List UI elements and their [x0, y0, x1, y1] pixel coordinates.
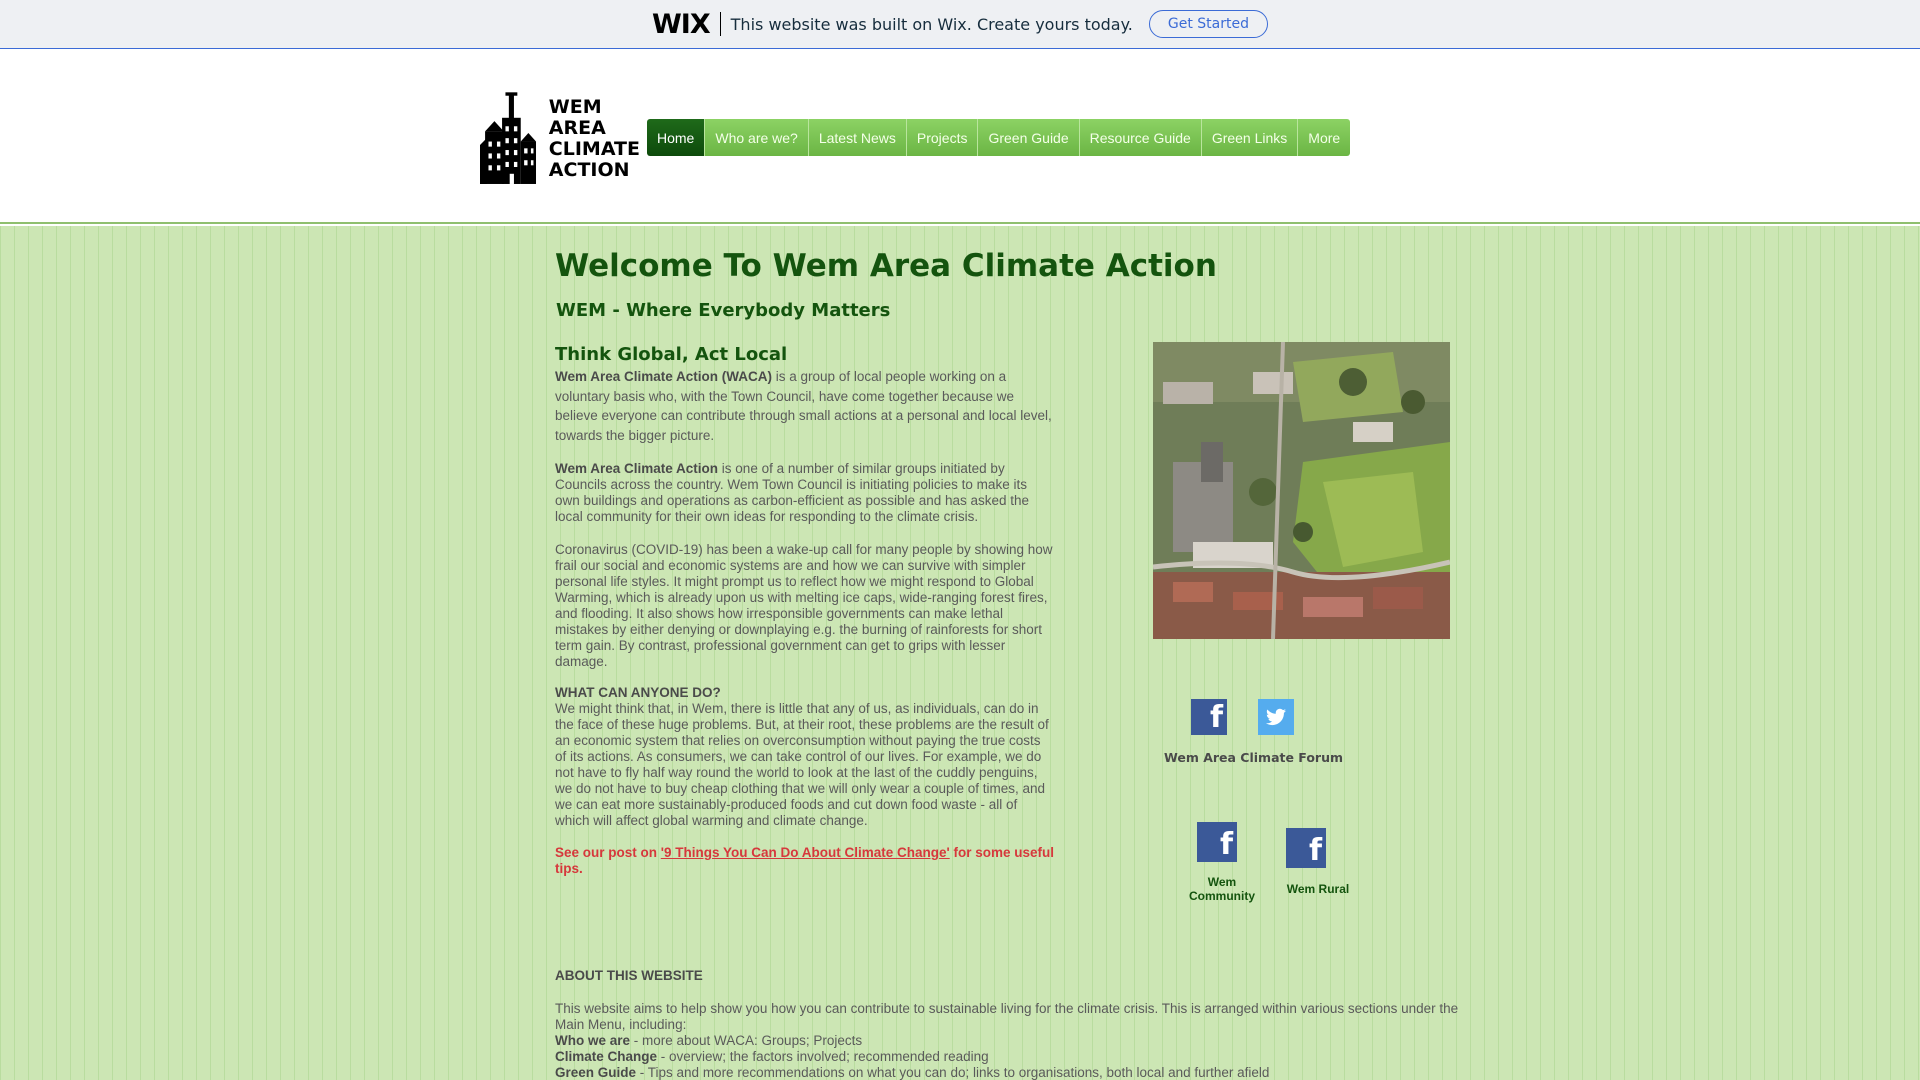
about-item-text: - overview; the factors involved; recommended reading: [657, 1049, 989, 1064]
nav-who-are-we[interactable]: Who are we?: [705, 119, 808, 156]
logo-line: CLIMATE: [548, 138, 640, 160]
page-content: [0, 226, 1920, 1080]
aerial-town-photo: [1153, 342, 1450, 639]
about-item-label: Who we are: [555, 1033, 631, 1048]
forum-label: Wem Area Climate Forum: [1164, 750, 1344, 765]
nav-projects[interactable]: Projects: [907, 119, 979, 156]
what-can-anyone-do-text: We might think that, in Wem, there is little that any of us, as individuals, can do in the face of these huge problems. But, at their root, these problems are the result of an economic system that relies on overconsumption without paying the true costs of its actions. As consumers, we can take control of our lives. For example, we do not have to fly half way round the world to look at the last of the cuddly penguins, we do not have to buy cheap clothing that we will only wear a couple of times, and we can eat more sustainably-produced foods and cut down food waste - all of which will affect global warming and climate change.: [555, 701, 1049, 828]
nav-latest-news[interactable]: Latest News: [809, 119, 907, 156]
wem-community-label[interactable]: Wem Community: [1189, 875, 1255, 903]
about-item-text: - more about WACA: Groups; Projects: [630, 1033, 863, 1048]
logo-line: WEM: [548, 96, 602, 118]
page-subtitle: WEM - Where Everybody Matters: [556, 300, 891, 321]
tips-pre: See our post on: [555, 845, 661, 860]
tips-post-link[interactable]: '9 Things You Can Do About Climate Change': [660, 845, 950, 860]
nav-resource-guide[interactable]: Resource Guide: [1080, 119, 1202, 156]
about-item: [555, 1033, 1475, 1049]
logo-line: AREA: [548, 117, 606, 139]
factory-chimney-icon: [480, 84, 543, 194]
what-can-anyone-do-heading: WHAT CAN ANYONE DO?: [555, 685, 721, 700]
facebook-icon[interactable]: f: [1286, 828, 1326, 868]
tips-post: for some useful tips.: [555, 845, 1054, 876]
about-intro: This website aims to help show you how you can contribute to sustainable living for the climate crisis. This is arranged within various sections under the Main Menu, including:: [555, 1001, 1459, 1032]
twitter-bird-icon: [1266, 708, 1286, 726]
intro-text: is a group of local people working on a voluntary basis who, with the Town Council, have come together because we believe everyone can contribute through small actions at a personal and local level, towards the bigger picture.: [555, 369, 1052, 443]
about-item-label: Climate Change: [555, 1049, 658, 1064]
councils-text: is one of a number of similar groups initiated by Councils across the country. Wem Town Council is initiating policies to make its own buildings and operations as carbon-efficient as possible and has asked the local community for their own ideas for responding to the climate crisis.: [555, 461, 1030, 524]
nav-green-links[interactable]: Green Links: [1202, 119, 1298, 156]
wix-banner-message: This website was built on Wix. Create yours today.: [730, 14, 1133, 34]
wix-divider: [720, 12, 721, 36]
about-heading: ABOUT THIS WEBSITE: [555, 968, 703, 983]
about-item: [555, 1065, 1475, 1080]
nav-more[interactable]: More: [1298, 119, 1350, 156]
about-item-label: Green Guide: [555, 1065, 637, 1080]
section-heading: Think Global, Act Local: [555, 344, 788, 365]
about-item: [555, 1049, 1475, 1065]
site-header: [0, 50, 1920, 224]
logo-line: ACTION: [548, 159, 630, 181]
nav-home[interactable]: Home: [647, 119, 705, 156]
logo-text: [549, 97, 640, 181]
facebook-icon[interactable]: f: [1191, 699, 1227, 735]
intro-paragraph: [555, 367, 1055, 445]
site-logo[interactable]: [480, 84, 640, 194]
facebook-icon[interactable]: f: [1197, 822, 1237, 862]
aerial-photo-graphic: [1153, 342, 1450, 639]
what-can-anyone-do: [555, 685, 1055, 829]
intro-bold: Wem Area Climate Action (WACA): [555, 369, 773, 384]
about-section: [555, 1001, 1475, 1080]
twitter-icon[interactable]: [1258, 699, 1294, 735]
page-title: Welcome To Wem Area Climate Action: [555, 248, 1217, 284]
wix-logo[interactable]: WIX: [652, 8, 710, 40]
tips-paragraph: [555, 845, 1055, 877]
nav-green-guide[interactable]: Green Guide: [978, 119, 1079, 156]
councils-bold: Wem Area Climate Action: [555, 461, 719, 476]
wix-banner: [0, 0, 1920, 49]
get-started-button[interactable]: Get Started: [1149, 10, 1268, 38]
about-item-text: - Tips and more recommendations on what you can do; links to organisations, both local and further afield: [636, 1065, 1270, 1080]
councils-paragraph: [555, 461, 1055, 525]
covid-paragraph: Coronavirus (COVID-19) has been a wake-up call for many people by showing how frail our social and economic systems are and how we can survive with simpler personal life styles. It might prompt us to reflect how we might respond to Global Warming, which is already upon us with melting ice caps, wide-ranging forest fires, and flooding. It also shows how irresponsible governments can make lethal mistakes by either denying or downplaying e.g. the burning of rainforests for short term gain. By contrast, professional government can get to grips with lesser damage.: [555, 542, 1053, 669]
wem-rural-label[interactable]: Wem Rural: [1286, 882, 1350, 896]
main-menu: [647, 119, 1350, 156]
